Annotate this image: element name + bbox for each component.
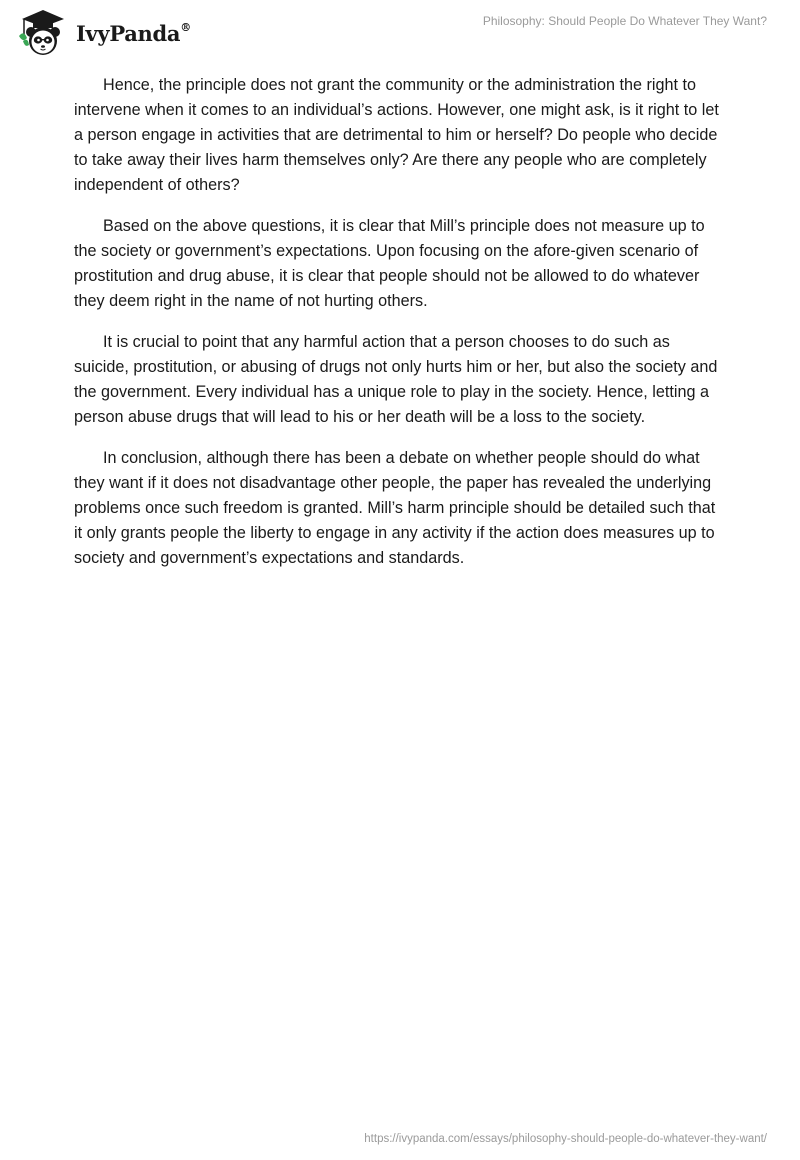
document-title: Philosophy: Should People Do Whatever They Want?: [482, 14, 767, 28]
panda-graduate-logo-icon: [14, 8, 72, 58]
essay-body: [74, 73, 726, 587]
paragraph: Hence, the principle does not grant the community or the administration the right to intervene when it comes to an individual’s actions. However, one might ask, is it right to let a person engage in activities that are detrimental to him or herself? Do people who decide to take away their lives harm themselves only? Are there any people who are completely independent of others?: [74, 76, 719, 194]
paragraph: It is crucial to point that any harmful action that a person chooses to do such as suicide, prostitution, or abusing of drugs not only hurts him or her, but also the society and the government. Every individual has a unique role to play in the society. Hence, letting a person abuse drugs that will lead to his or her death will be a loss to the society.: [74, 333, 718, 426]
ivypanda-logo[interactable]: [14, 8, 191, 58]
logo-wordmark: IvyPanda®: [76, 20, 191, 46]
registered-mark: ®: [180, 20, 191, 34]
paragraph: Based on the above questions, it is clear that Mill’s principle does not measure up to the society or government’s expectations. Upon focusing on the afore-given scenario of prostitution and drug abuse, it is clear that people should not be allowed to do whatever they deem right in the name of not hurting others.: [74, 217, 705, 310]
paragraph: In conclusion, although there has been a debate on whether people should do what they want if it does not disadvantage other people, the paper has revealed the underlying problems once such freedom is granted. Mill’s harm principle should be detailed such that it only grants people the liberty to engage in any activity if the action does measures up to society and government’s expectations and standards.: [74, 449, 716, 567]
page-header: [0, 0, 800, 60]
source-url[interactable]: https://ivypanda.com/essays/philosophy-should-people-do-whatever-they-want/: [364, 1133, 767, 1145]
